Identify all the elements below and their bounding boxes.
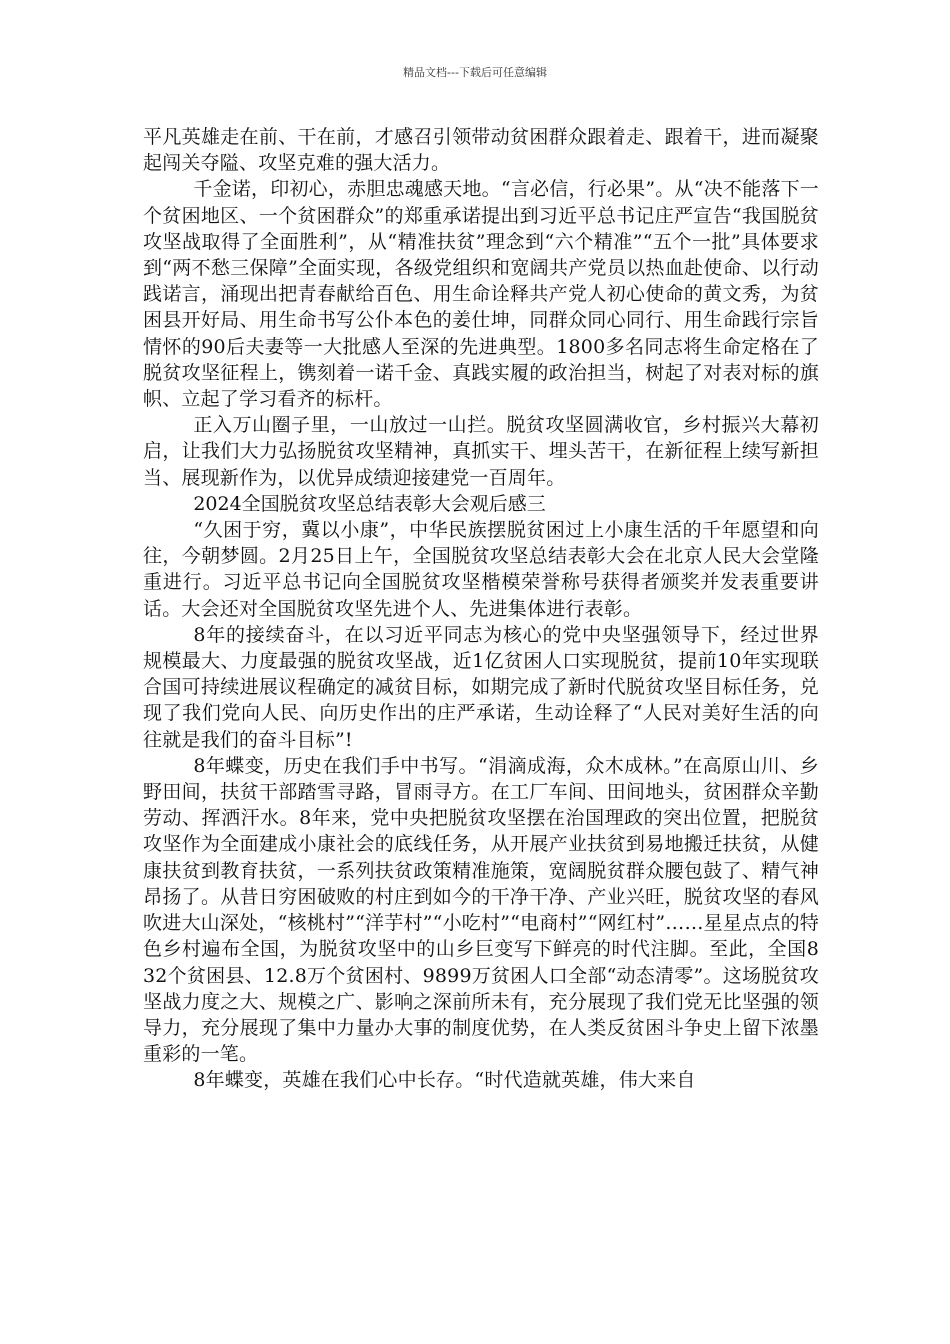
page-header: 精品文档---下载后可任意编辑 [403,66,547,79]
paragraph-1: 平凡英雄走在前、干在前，才感召引领带动贫困群众跟着走、跟着干，进而凝聚起闯关夺隘、攻坚克难的强大活力。 [143,126,819,175]
paragraph-6: 8年蝶变，历史在我们手中书写。“涓滴成海，众木成林。”在高原山川、乡野田间，扶贫干部踏雪寻路，冒雨寻方。在工厂车间、田间地头，贫困群众辛勤劳动、挥洒汗水。8年来，党中央把脱贫攻坚摆在治国理政的突出位置，把脱贫攻坚作为全面建成小康社会的底线任务，从开展产业扶贫到易地搬迁扶贫，从健康扶贫到教育扶贫，一系列扶贫政策精准施策，宽阔脱贫群众腰包鼓了、精气神昂扬了。从昔日穷困破败的村庄到如今的干净干净、产业兴旺，脱贫攻坚的春风吹进大山深处，“核桃村”“洋芋村”“小吃村”“电商村”“网红村”……星星点点的特色乡村遍布全国，为脱贫攻坚中的山乡巨变写下鲜亮的时代注脚。至此，全国832个贫困县、12.8万个贫困村、9899万贫困人口全部“动态清零”。这场脱贫攻坚战力度之大、规模之广、影响之深前所未有，充分展现了我们党无比坚强的领导力，充分展现了集中力量办大事的制度优势，在人类反贫困斗争史上留下浓墨重彩的一笔。 [143,754,819,1066]
paragraph-2: 千金诺，印初心，赤胆忠魂感天地。“言必信，行必果”。从“决不能落下一个贫困地区、一个贫困群众”的郑重承诺提出到习近平总书记庄严宣告“我国脱贫攻坚战取得了全面胜利”，从“精准扶贫”理念到“六个精准”“五个一批”具体要求到“两不愁三保障”全面实现，各级党组织和宽阔共产党员以热血赴使命、以行动践诺言，涌现出把青春献给百色、用生命诠释共产党人初心使命的黄文秀，为贫困县开好局、用生命书写公仆本色的姜仕坤，同群众同心同行、用生命践行宗旨情怀的90后夫妻等一大批感人至深的先进典型。1800多名同志将生命定格在了脱贫攻坚征程上，镌刻着一诺千金、真践实履的政治担当，树起了对表对标的旗帜、立起了学习看齐的标杆。 [143,178,819,411]
paragraph-4: “久困于穷，冀以小康”，中华民族摆脱贫困过上小康生活的千年愿望和向往，今朝梦圆。2月25日上午，全国脱贫攻坚总结表彰大会在北京人民大会堂隆重进行。习近平总书记向全国脱贫攻坚楷模荣誉称号获得者颁奖并发表重要讲话。大会还对全国脱贫攻坚先进个人、先进集体进行表彰。 [143,519,819,620]
paragraph-5: 8年的接续奋斗，在以习近平同志为核心的党中央坚强领导下，经过世界规模最大、力度最强的脱贫攻坚战，近1亿贫困人口实现脱贫，提前10年实现联合国可持续进展议程确定的减贫目标，如期完成了新时代脱贫攻坚目标任务，兑现了我们党向人民、向历史作出的庄严承诺，生动诠释了“人民对美好生活的向往就是我们的奋斗目标”! [143,623,819,751]
paragraph-7: 8年蝶变，英雄在我们心中长存。“时代造就英雄，伟大来自 [193,1069,696,1092]
paragraph-3: 正入万山圈子里，一山放过一山拦。脱贫攻坚圆满收官，乡村振兴大幕初启，让我们大力弘扬脱贫攻坚精神，真抓实干、埋头苦干，在新征程上续写新担当、展现新作为，以优异成绩迎接建党一百周年。 [143,414,819,489]
section-title: 2024全国脱贫攻坚总结表彰大会观后感三 [193,492,546,515]
document-body [143,124,819,1094]
